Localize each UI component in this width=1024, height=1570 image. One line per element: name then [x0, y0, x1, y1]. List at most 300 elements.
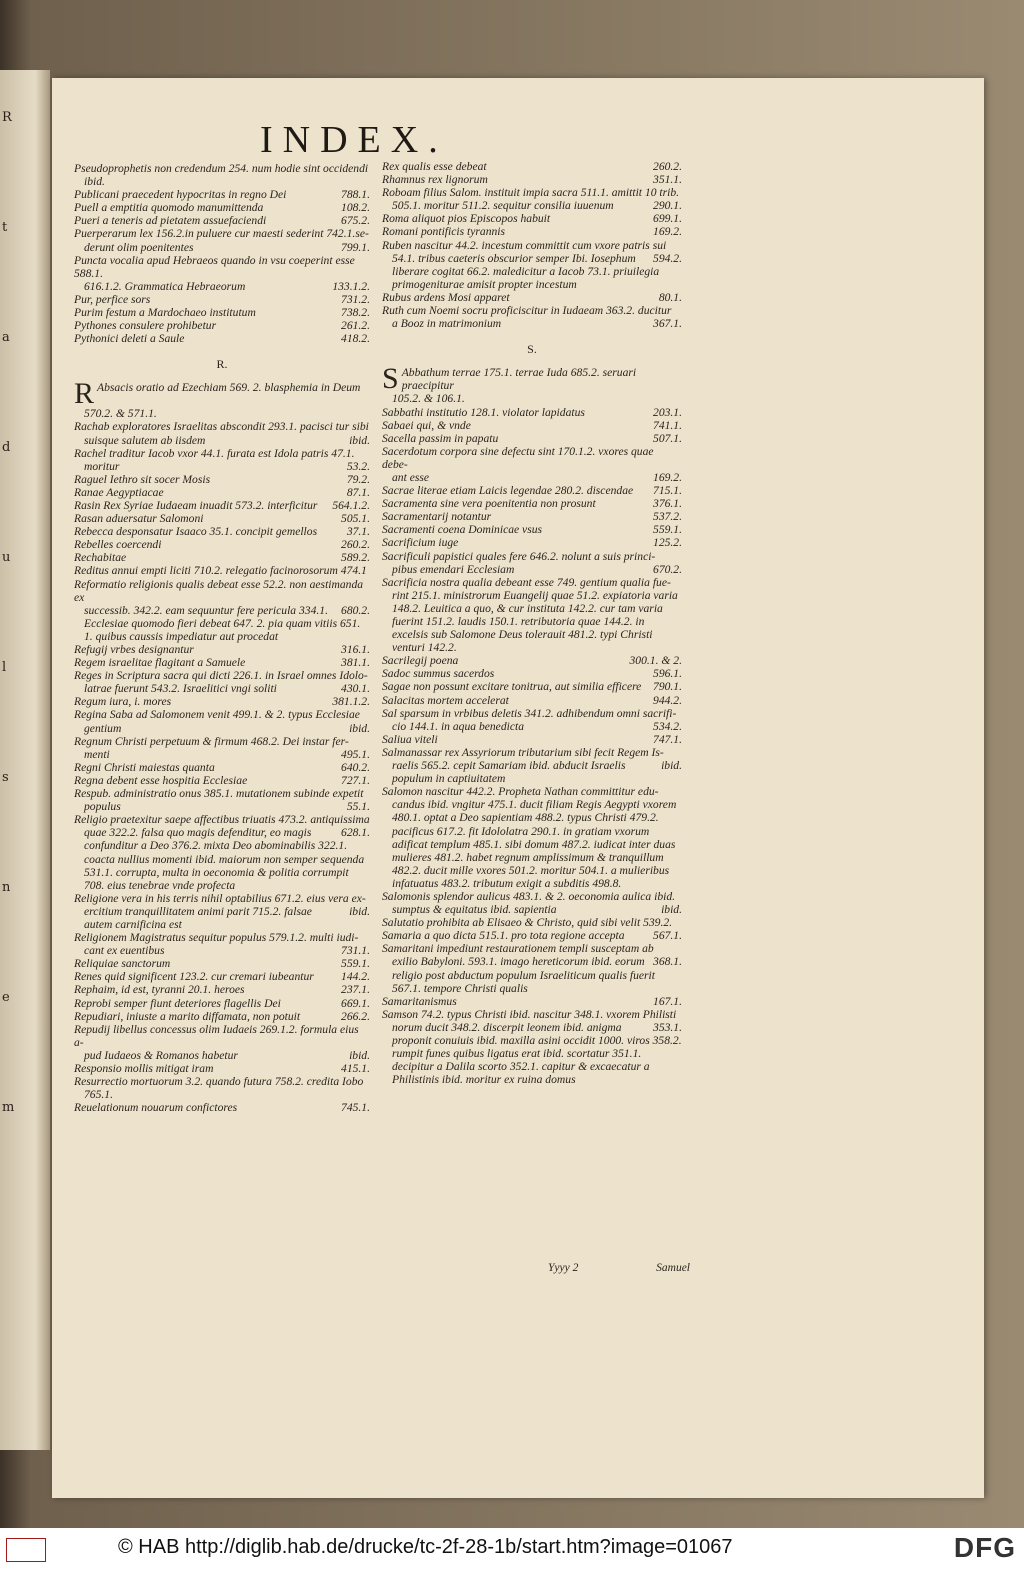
entry-text: Saliua viteli	[382, 732, 438, 746]
entry-page-ref: 799.1.	[341, 240, 370, 254]
entry-continuation	[74, 175, 370, 188]
previous-page-letter: l	[2, 660, 7, 675]
entry-page-ref: 731.1.	[341, 944, 370, 958]
entry-continuation	[74, 682, 370, 695]
entry-text: Rachab exploratores Israelitas abscondit 293.1. pacisci tur sibi	[74, 420, 369, 434]
entry-continuation	[74, 604, 370, 643]
entry-page-ref: 567.1.	[653, 929, 682, 943]
index-entry	[74, 188, 370, 201]
index-entry	[382, 406, 682, 419]
entry-page-ref: 680.2.	[341, 603, 370, 617]
index-entry	[74, 643, 370, 656]
index-entry	[74, 983, 370, 996]
index-entry	[74, 708, 370, 721]
entry-text: ant esse	[392, 470, 430, 484]
index-entry	[382, 536, 682, 549]
entry-text: a Booz in matrimonium	[392, 317, 502, 331]
entry-page-ref: 745.1.	[341, 1101, 370, 1115]
entry-continuation	[74, 905, 370, 931]
index-entry	[382, 304, 682, 317]
entry-text: raelis 565.2. cepit Samariam ibid. abducit Israelis populum in captiuitatem	[392, 759, 626, 786]
previous-page-edge	[0, 70, 50, 1450]
index-entry	[74, 774, 370, 787]
index-entry	[382, 995, 682, 1008]
entry-continuation	[382, 720, 682, 733]
entry-page-ref: 418.2.	[341, 332, 370, 346]
entry-text: Samaritanismus	[382, 994, 457, 1008]
entry-text: 570.2. & 571.1.	[84, 407, 157, 421]
entry-text: Pur, perfice sors	[74, 292, 151, 306]
entry-text: latrae fuerunt 543.2. Israelitici vngi soliti	[84, 682, 277, 696]
entry-text: Rebelles coercendi	[74, 538, 162, 552]
drop-capital: S	[382, 362, 399, 396]
entry-text: Reuelationum nouarum confictores	[74, 1101, 238, 1115]
entry-text: Salutatio prohibita ab Elisaeo & Christo, quid sibi velit 539.2.	[382, 916, 673, 930]
index-entry	[74, 538, 370, 551]
entry-continuation	[382, 1021, 682, 1086]
entry-page-ref: 203.1.	[653, 405, 682, 419]
entry-continuation	[382, 903, 682, 916]
entry-text: Samson 74.2. typus Christi ibid. nascitur 348.1. vxorem Philisti	[382, 1007, 677, 1021]
index-entry	[74, 1075, 370, 1088]
index-column-left	[74, 162, 370, 1114]
index-entry	[74, 319, 370, 332]
entry-text: Repudiari, iniuste a marito diffamata, non potuit	[74, 1009, 301, 1023]
entry-page-ref: 731.2.	[341, 292, 370, 306]
entry-text: Purim festum a Mardochaeo institutum	[74, 306, 256, 320]
index-entry	[382, 680, 682, 693]
entry-page-ref: 37.1.	[346, 525, 370, 539]
viewer-footer	[0, 1528, 1024, 1570]
entry-text: cio 144.1. in aqua benedicta	[392, 719, 525, 733]
entry-continuation	[382, 955, 682, 994]
entry-continuation	[74, 1088, 370, 1101]
entry-text: Rasan aduersatur Salomoni	[74, 512, 204, 526]
entry-text: Rachel traditur Iacob vxor 44.1. furata est Idola patris 47.1.	[74, 446, 355, 460]
entry-text: Sacerdotum corpora sine defectu sint 170.1.2. vxores quae debe-	[382, 444, 654, 471]
entry-text: derunt olim poenitentes	[84, 240, 194, 254]
entry-page-ref: 266.2.	[341, 1009, 370, 1023]
index-entry	[74, 162, 370, 175]
entry-text: Rebecca desponsatur Isaaco 35.1. concipit gemellos	[74, 525, 318, 539]
dfg-logo: DFG	[953, 1532, 1016, 1563]
entry-text: 765.1.	[84, 1088, 113, 1102]
page-title: INDEX.	[260, 119, 448, 161]
entry-continuation	[74, 944, 370, 957]
entry-page-ref: 108.2.	[341, 201, 370, 215]
entry-page-ref: ibid.	[349, 1048, 370, 1062]
entry-text: pud Iudaeos & Romanos habetur	[84, 1048, 238, 1062]
entry-page-ref: 260.2.	[653, 160, 682, 173]
entry-text: Sacella passim in papatu	[382, 431, 499, 445]
entry-page-ref: 505.1.	[341, 512, 370, 526]
previous-page-letter: m	[2, 1100, 15, 1115]
entry-text: Puerperarum lex 156.2.in puluere cur maesti sederint 742.1.se-	[74, 227, 369, 241]
entry-text: 54.1. tribus caeteris obscurior semper Ibi. Iosephum liberare cogitat 66.2. maledicitur a Iacob 73.1. priuilegia primogeniturae amisit propter incestum	[392, 251, 660, 291]
entry-page-ref: 788.1.	[341, 188, 370, 202]
entry-continuation	[74, 1049, 370, 1062]
entry-text: moritur	[84, 459, 120, 473]
index-entry	[74, 787, 370, 800]
index-entry	[74, 473, 370, 486]
entry-page-ref: ibid.	[661, 903, 682, 917]
entry-page-ref: 353.1.	[653, 1020, 682, 1034]
index-entry	[382, 576, 682, 589]
entry-page-ref: 169.2.	[653, 225, 682, 239]
entry-page-ref: 144.2.	[341, 970, 370, 984]
entry-text: Sabbathi institutio 128.1. violator lapidatus	[382, 405, 585, 419]
entry-page-ref: 368.1.	[653, 955, 682, 969]
index-entry	[382, 160, 682, 173]
index-entry	[382, 785, 682, 798]
index-column-right	[382, 160, 682, 1086]
entry-continuation	[74, 241, 370, 254]
entry-page-ref: 300.1. & 2.	[629, 654, 682, 668]
entry-text: Regem israelitae flagitant a Samuele	[74, 656, 246, 670]
entry-page-ref: 747.1.	[653, 732, 682, 746]
index-entry	[382, 890, 682, 903]
index-entry	[74, 293, 370, 306]
entry-page-ref: 237.1.	[341, 983, 370, 997]
entry-continuation	[74, 826, 370, 891]
entry-page-ref: 415.1.	[341, 1062, 370, 1075]
entry-text: rint 215.1. ministrorum Euangelij quae 51.2. expiatoria varia 148.2. Leuitica a quo, & cur instituta 142.2. cur tam varia fuerint 151.2. laudis 150.1. retributoria quae 144.2. in excelsis sub Salomone Deus tolerauit 481.2. typi Christi venturi 142.2.	[392, 588, 678, 655]
entry-page-ref: 133.1.2.	[332, 279, 370, 293]
entry-page-ref: 367.1.	[653, 317, 682, 331]
index-entry	[74, 931, 370, 944]
entry-continuation	[382, 392, 682, 405]
entry-text: Sal sparsum in vrbibus deletis 341.2. adhibendum omni sacrifi-	[382, 706, 677, 720]
entry-page-ref: 675.2.	[341, 214, 370, 228]
index-entry	[382, 667, 682, 680]
entry-page-ref: 430.1.	[341, 682, 370, 696]
index-entry	[74, 512, 370, 525]
previous-page-letter: u	[2, 550, 11, 565]
entry-text: norum ducit 348.2. discerpit leonem ibid. anigma proponit conuiuis ibid. maxilla asini occidit 1000. viros 358.2. rumpit funes quibus ligatus erat ibid. scortatur 351.1. decipitur a Dalila scorto 352.1. capitur & excaecatur a Philistinis ibid. moritur ex ruina domus	[392, 1020, 682, 1087]
entry-page-ref: 125.2.	[653, 536, 682, 550]
entry-text: Pseudoprophetis non credendum 254. num hodie sint occidendi	[74, 162, 369, 175]
previous-page-letter: e	[2, 990, 10, 1005]
entry-text: cant ex euentibus	[84, 944, 165, 958]
index-entry	[74, 332, 370, 345]
index-entry	[74, 1023, 370, 1049]
entry-page-ref: 699.1.	[653, 212, 682, 226]
index-entry	[74, 377, 370, 411]
entry-page-ref: 537.2.	[653, 510, 682, 524]
entry-continuation	[74, 800, 370, 813]
entry-page-ref: 80.1.	[658, 290, 682, 304]
entry-text: 505.1. moritur 511.2. sequitur consilia iuuenum	[392, 199, 614, 213]
index-entry	[74, 656, 370, 669]
barcode-icon	[6, 1538, 46, 1562]
entry-text: Roboam filius Salom. instituit impia sacra 511.1. amittit 10 trib.	[382, 186, 680, 200]
entry-text: Resurrectio mortuorum 3.2. quando futura 758.2. credita Iobo	[74, 1075, 364, 1089]
index-entry	[382, 186, 682, 199]
index-entry	[74, 420, 370, 433]
index-entry	[382, 916, 682, 929]
entry-text: Pythones consulere prohibetur	[74, 319, 217, 333]
entry-page-ref: 316.1.	[341, 643, 370, 656]
entry-page-ref: 534.2.	[653, 719, 682, 733]
entry-text: exilio Babyloni. 593.1. imago hereticorum ibid. eorum religio post abductum populum Israeliticum qualis fuerit 567.1. tempore Christi qualis	[392, 955, 655, 995]
entry-page-ref: 559.1.	[653, 523, 682, 537]
entry-text: suisque salutem ab iisdem	[84, 433, 206, 447]
entry-text: ercitium tranquillitatem animi parit 715.2. falsae autem carnificina est	[84, 904, 312, 931]
previous-page-letter: s	[2, 770, 9, 785]
entry-text: Sacrilegij poena	[382, 654, 459, 668]
entry-text: Salomonis splendor aulicus 483.1. & 2. oeconomia aulica ibid.	[382, 889, 676, 903]
index-entry	[382, 445, 682, 471]
entry-text: Rhamnus rex lignorum	[382, 173, 488, 187]
index-entry	[74, 997, 370, 1010]
index-entry	[74, 735, 370, 748]
entry-text: Regina Saba ad Salomonem venit 499.1. & 2. typus Ecclesiae	[74, 708, 360, 722]
entry-text: successib. 342.2. eam sequuntur fere pericula 334.1. Ecclesiae quomodo fieri debeat 647. 2. pia quam vitiis 651. 1. quibus caussis impediatur aut procedat	[84, 603, 361, 643]
previous-page-letter: a	[2, 330, 10, 345]
index-entry	[382, 419, 682, 432]
entry-text: Regnum Christi perpetuum & firmum 468.2. Dei instar fer-	[74, 734, 349, 748]
entry-page-ref: 715.1.	[653, 484, 682, 498]
signature-mark: Yyyy 2	[548, 1262, 579, 1274]
source-url[interactable]: © HAB http://diglib.hab.de/drucke/tc-2f-28-1b/start.htm?image=01067	[118, 1536, 733, 1558]
index-entry	[382, 654, 682, 667]
entry-text: Regum iura, i. mores	[74, 695, 172, 709]
entry-text: ibid.	[84, 175, 105, 189]
entry-page-ref: 564.1.2.	[332, 498, 370, 512]
entry-page-ref: 628.1.	[341, 826, 370, 840]
index-entry	[382, 746, 682, 759]
index-entry	[382, 212, 682, 225]
entry-continuation	[382, 798, 682, 890]
index-entry	[382, 733, 682, 746]
entry-text: Sagae non possunt excitare tonitrua, aut similia efficere	[382, 680, 642, 694]
entry-text: Salmanassar rex Assyriorum tributarium sibi fecit Regem Is-	[382, 745, 664, 759]
entry-page-ref: 381.1.2.	[332, 695, 370, 709]
entry-text: Puncta vocalia apud Hebraeos quando in vsu coeperint esse 588.1.	[74, 253, 355, 280]
entry-text: 105.2. & 106.1.	[392, 392, 465, 406]
entry-text: Abbathum terrae 175.1. terrae Iuda 685.2. seruari praecipitur	[401, 366, 637, 393]
entry-text: menti	[84, 747, 110, 761]
entry-page-ref: 944.2.	[653, 693, 682, 707]
index-entry	[74, 1101, 370, 1114]
index-entry	[382, 173, 682, 186]
entry-text: Religione vera in his terris nihil optabilius 671.2. eius vera ex-	[74, 891, 366, 905]
section-heading-s: S.	[527, 342, 537, 357]
entry-continuation	[74, 748, 370, 761]
entry-text: Rex qualis esse debeat	[382, 160, 487, 173]
entry-text: Publicani praecedent hypocritas in regno Dei	[74, 188, 287, 202]
entry-text: Refugij vrbes designantur	[74, 643, 194, 656]
entry-page-ref: 670.2.	[653, 562, 682, 576]
entry-text: Roma aliquot pios Episcopos habuit	[382, 212, 551, 226]
entry-page-ref: ibid.	[661, 759, 682, 773]
index-entry	[382, 291, 682, 304]
entry-text: Religio praetexitur saepe affectibus triuatis 473.2. antiquissima	[74, 813, 370, 827]
entry-page-ref: 495.1.	[341, 747, 370, 761]
index-entry	[74, 957, 370, 970]
entry-text: Salacitas mortem accelerat	[382, 693, 509, 707]
entry-text: Reditus annui empti liciti 710.2. relegatio facinorosorum 474.1	[74, 564, 367, 578]
entry-text: Sacrificium iuge	[382, 536, 459, 550]
index-entry	[382, 239, 682, 252]
entry-text: Raguel Iethro sit socer Mosis	[74, 472, 211, 486]
index-entry	[74, 970, 370, 983]
entry-page-ref: 87.1.	[346, 485, 370, 499]
index-entry	[74, 214, 370, 227]
entry-text: 616.1.2. Grammatica Hebraeorum	[84, 279, 246, 293]
entry-text: Reliquiae sanctorum	[74, 957, 171, 971]
index-entry	[74, 578, 370, 604]
entry-page-ref: 167.1.	[653, 994, 682, 1008]
entry-page-ref: 261.2.	[341, 319, 370, 333]
previous-page-letter: d	[2, 440, 11, 455]
entry-text: Sabaei qui, & vnde	[382, 418, 471, 432]
entry-text: Sacrificia nostra qualia debeant esse 749. gentium qualia fue-	[382, 575, 671, 589]
index-entry	[74, 201, 370, 214]
previous-page-letter: R	[2, 110, 12, 125]
entry-page-ref: 53.2.	[346, 459, 370, 473]
entry-text: Sacramentarij notantur	[382, 510, 492, 524]
index-entry	[74, 306, 370, 319]
entry-continuation	[382, 759, 682, 785]
entry-text: Rubus ardens Mosi apparet	[382, 290, 510, 304]
entry-page-ref: ibid.	[349, 721, 370, 735]
index-entry	[74, 254, 370, 280]
entry-continuation	[382, 317, 682, 330]
entry-continuation	[382, 199, 682, 212]
index-entry	[382, 942, 682, 955]
entry-page-ref: 507.1.	[653, 431, 682, 445]
index-entry	[74, 551, 370, 564]
index-entry	[74, 227, 370, 240]
index-entry	[382, 510, 682, 523]
entry-page-ref: 559.1.	[341, 957, 370, 971]
index-entry	[74, 892, 370, 905]
entry-text: Rephaim, id est, tyranni 20.1. heroes	[74, 983, 245, 997]
entry-text: Sadoc summus sacerdos	[382, 667, 495, 681]
entry-page-ref: 727.1.	[341, 773, 370, 787]
entry-page-ref: 741.1.	[653, 418, 682, 432]
entry-text: Samaritani impediunt restaurationem templi susceptam ab	[382, 942, 654, 956]
entry-text: Responsio mollis mitigat iram	[74, 1062, 214, 1075]
index-entry	[382, 484, 682, 497]
entry-text: Repudij libellus concessus olim Iudaeis 269.1.2. formula eius a-	[74, 1022, 359, 1049]
previous-page-letter: n	[2, 880, 11, 895]
index-entry	[74, 1010, 370, 1023]
index-entry	[382, 550, 682, 563]
entry-continuation	[382, 252, 682, 291]
entry-continuation	[74, 434, 370, 447]
index-entry	[382, 707, 682, 720]
entry-text: pibus emendari Ecclesiam	[392, 562, 515, 576]
entry-text: Pueri a teneris ad pietatem assuefaciendi	[74, 214, 267, 228]
entry-page-ref: 351.1.	[653, 173, 682, 187]
entry-text: candus ibid. vngitur 475.1. ducit filiam Regis Aegypti vxorem 480.1. optat a Deo sapientiam 488.2. typus Christi 479.2. pacificus 617.2. fit Idololatra 290.1. in gratiam vxorum adificat templum 485.1. sibi domum 487.2. iudicat inter duas mulieres 481.2. habet regnum amplissimum & tranquillum 482.2. ducit mille vxores 501.2. moritur 504.1. a mulieribus infatuatus 483.2. tributum exigit a subditis 498.8.	[392, 798, 677, 890]
entry-page-ref: 790.1.	[653, 680, 682, 694]
section-heading-r: R.	[216, 357, 228, 372]
entry-text: Renes quid significent 123.2. cur cremari iubeantur	[74, 970, 314, 984]
entry-page-ref: 55.1.	[346, 800, 370, 814]
entry-continuation	[382, 589, 682, 654]
entry-page-ref: 596.1.	[653, 667, 682, 681]
index-entry	[74, 669, 370, 682]
entry-text: Sacrificuli papistici quales fere 646.2. nolunt a suis princi-	[382, 549, 656, 563]
entry-continuation	[74, 722, 370, 735]
entry-text: Reges in Scriptura sacra qui dicti 226.1. in Israel omnes Idolo-	[74, 669, 368, 683]
index-entry	[74, 447, 370, 460]
entry-text: populus	[84, 800, 121, 814]
entry-text: gentium	[84, 721, 122, 735]
index-entry	[382, 432, 682, 445]
entry-page-ref: 640.2.	[341, 760, 370, 774]
entry-text: Rasin Rex Syriae Iudaeam inuadit 573.2. interficitur	[74, 498, 318, 512]
index-entry	[382, 694, 682, 707]
entry-text: Romani pontificis tyrannis	[382, 225, 506, 239]
entry-page-ref: 290.1.	[653, 199, 682, 213]
entry-text: Salomon nascitur 442.2. Propheta Nathan committitur edu-	[382, 785, 659, 799]
entry-text: Religionem Magistratus sequitur populus 579.1.2. multi iudi-	[74, 931, 359, 945]
entry-text: Regni Christi maiestas quanta	[74, 760, 215, 774]
entry-text: Sacramenti coena Dominicae vsus	[382, 523, 543, 537]
entry-page-ref: ibid.	[349, 433, 370, 447]
index-entry	[74, 499, 370, 512]
entry-continuation	[74, 460, 370, 473]
index-entry	[382, 929, 682, 942]
entry-page-ref: 169.2.	[653, 470, 682, 484]
index-entry	[74, 813, 370, 826]
entry-text: sumptus & equitatus ibid. sapientia	[392, 903, 557, 917]
entry-text: Regna debent esse hospitia Ecclesiae	[74, 773, 248, 787]
index-entry	[74, 695, 370, 708]
drop-capital: R	[74, 377, 95, 411]
entry-text: Ranae Aegyptiacae	[74, 485, 164, 499]
entry-page-ref: 79.2.	[346, 472, 370, 486]
entry-page-ref: ibid.	[349, 904, 370, 918]
entry-page-ref: 381.1.	[341, 656, 370, 670]
index-entry	[382, 523, 682, 536]
entry-page-ref: 376.1.	[653, 497, 682, 511]
entry-text: Ruben nascitur 44.2. incestum committit cum vxore patris sui	[382, 238, 667, 252]
entry-text: Sacrae literae etiam Laicis legendae 280.2. discendae	[382, 484, 634, 498]
previous-page-letter: t	[2, 220, 8, 235]
entry-text: Sacramenta sine vera poenitentia non prosunt	[382, 497, 596, 511]
index-entry	[382, 497, 682, 510]
entry-page-ref: 738.2.	[341, 306, 370, 320]
entry-text: Respub. administratio onus 385.1. mutationem subinde expetit	[74, 787, 364, 801]
index-entry	[74, 564, 370, 577]
entry-text: Rechabitae	[74, 551, 127, 565]
entry-continuation	[382, 471, 682, 484]
entry-text: Puell a emptitia quomodo manumittenda	[74, 201, 264, 215]
index-entry	[74, 486, 370, 499]
index-entry	[382, 362, 682, 396]
index-entry	[382, 1008, 682, 1021]
index-entry	[74, 761, 370, 774]
entry-page-ref: 594.2.	[653, 251, 682, 265]
entry-continuation	[74, 280, 370, 293]
entry-page-ref: 669.1.	[341, 996, 370, 1010]
index-entry	[382, 225, 682, 238]
entry-text: Ruth cum Noemi socru proficiscitur in Iudaeam 363.2. ducitur	[382, 304, 672, 318]
entry-text: quae 322.2. falsa quo magis defenditur, eo magis confunditur a Deo 376.2. mixta Deo abominabilis 322.1. coacta nullius momenti ibid. maiorum non semper sequenda 531.1. corrupta, multa in oeconomia & politia corrumpit 708. eius tenebrae vnde profecta	[84, 826, 365, 892]
entry-continuation	[74, 407, 370, 420]
catchword: Samuel	[656, 1262, 690, 1274]
signature-line	[548, 1262, 690, 1274]
index-entry	[74, 525, 370, 538]
entry-text: Reformatio religionis qualis debeat esse 52.2. non aestimanda ex	[74, 577, 364, 604]
entry-text: Reprobi semper fiunt deteriores flagellis Dei	[74, 996, 281, 1010]
entry-text: Pythonici deleti a Saule	[74, 332, 185, 346]
